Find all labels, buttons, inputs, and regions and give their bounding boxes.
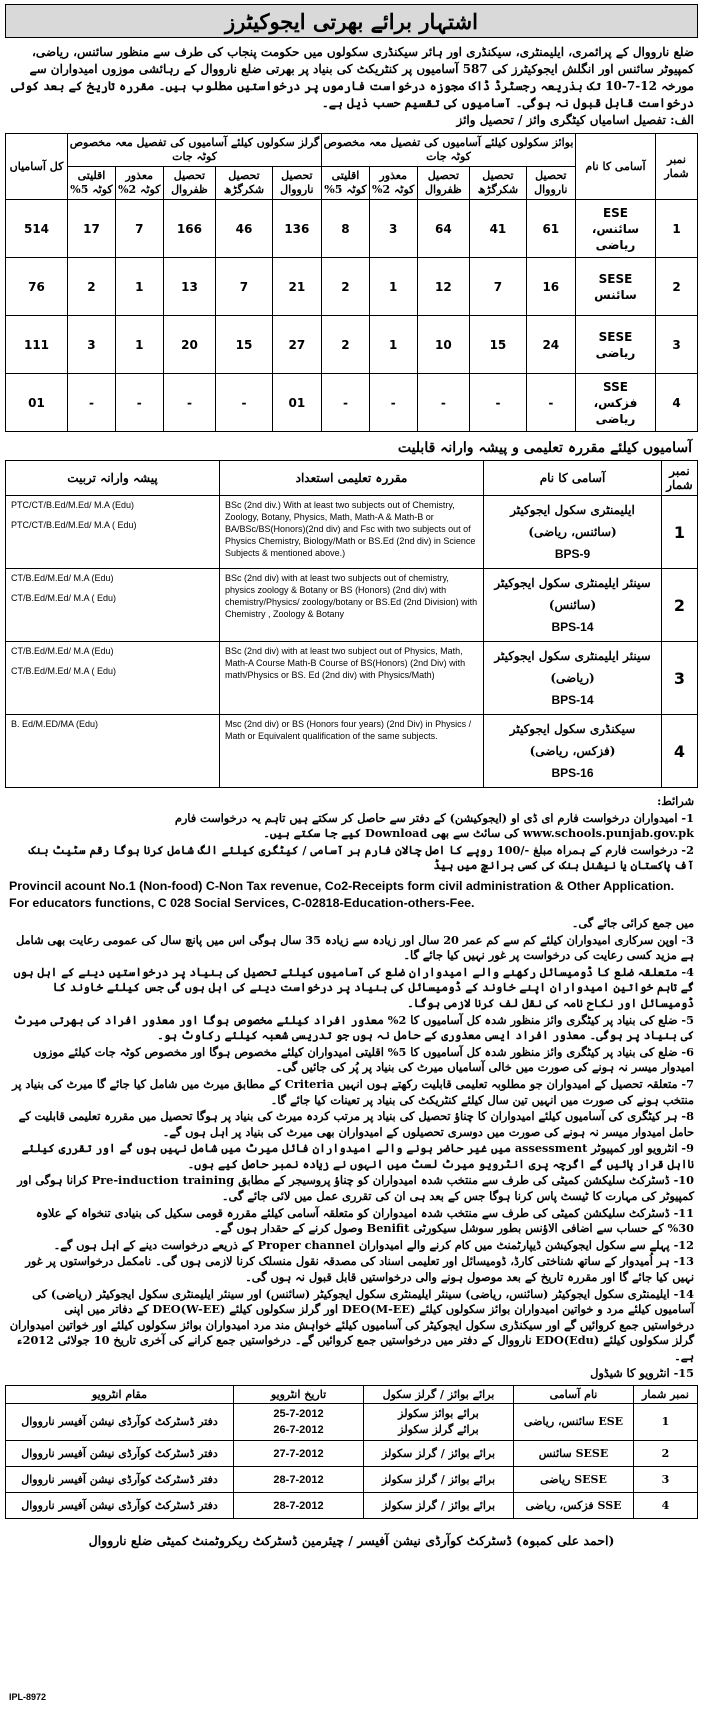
serial-cell: 1 — [656, 200, 698, 258]
count-cell: 17 — [68, 200, 116, 258]
header-tehsil-narowal: تحصیل نارووال — [526, 167, 575, 200]
school-cell — [364, 1404, 514, 1441]
advertisement-page — [5, 4, 698, 1704]
total-cell: 76 — [6, 258, 68, 316]
header-girls-group: گرلز سکولوں کیلئے آسامیوں کی تفصیل معہ مخصوص کوٹہ جات — [68, 134, 322, 167]
condition-item: 7- متعلقہ تحصیل کے امیدواران جو مطلوبہ تعلیمی قابلیت رکھتے ہوں انہیں Criteria کے مطابق میرٹ میں شامل کیا جائے گا میرٹ کی بنیاد پر منتخب ہونے کی صورت میں انہیں تین سال کیلئے کنٹریکٹ کی بنیاد پر تعینات کیا جائے گا۔ — [12, 1076, 694, 1107]
count-cell: - — [470, 374, 526, 432]
serial-cell: 2 — [634, 1441, 698, 1467]
condition-item: 9- انٹرویو اور کمپیوٹر assessment میں غیر حاضر ہونے والے امیدواران فائل میرٹ میں شامل نہیں ہوں گے اور تقرری کیلئے نااہل قرار پائیں گے اگرچہ پری انٹرویو میرٹ لسٹ میں انہوں نے زیادہ نمبر حاصل کیے ہوں۔ — [21, 1141, 694, 1171]
count-cell: 2 — [68, 258, 116, 316]
place-cell: دفتر ڈسٹرکٹ کوآرڈی نیشن آفیسر نارووال — [6, 1467, 234, 1493]
post-name: سیکنڈری سکول ایجوکیٹر (فزکس، ریاضی) — [509, 722, 636, 758]
count-cell: 27 — [272, 316, 321, 374]
place-cell: دفتر ڈسٹرکٹ کوآرڈی نیشن آفیسر نارووال — [6, 1404, 234, 1441]
vacancy-table — [5, 133, 698, 432]
header-academic: مقررہ تعلیمی استعداد — [220, 461, 484, 496]
post-code: SSE — [603, 379, 628, 394]
condition-item: 4- متعلقہ ضلع کا ڈومیسائل رکھنے والے امیدواران ضلع کی آسامیوں کیلئے تحصیل کی بنیاد پر درخواستیں دینے کے اہل ہوں گے تاہم خواتین امیدواران اپنے خاوند کے ڈومیسائل کی بنیاد پر درخواست دینے کی اہل ہوں گی جس کیلئے خاوند کا ڈومیسائل اور نکاح نامہ کی نقل لف کرنا لازمی ہوگا۔ — [13, 964, 694, 1010]
post-cell — [576, 374, 656, 432]
count-cell: - — [369, 374, 417, 432]
post-subject: ریاضی — [595, 345, 636, 360]
condition-item: 2- درخواست فارم کے ہمراہ مبلغ -/100 روپے کا اصل چالان فارم ہر آسامی / کیٹگری کیلئے الگ شامل کرنا ہوگا رقم سٹیٹ بنک آف پاکستان یا نیشنل بنک کی کسی برانچ میں ہیڈ — [28, 842, 694, 873]
count-cell: 20 — [163, 316, 216, 374]
place-cell: دفتر ڈسٹرکٹ کوآرڈی نیشن آفیسر نارووال — [6, 1493, 234, 1519]
condition-item: 12- پہلے سے سکول ایجوکیشن ڈیپارٹمنٹ میں کام کرنے والے امیدواران Proper channel کے ذریعے درخواست دینے کے اہل ہوں گے۔ — [53, 1237, 694, 1252]
serial-cell: 2 — [662, 569, 698, 642]
header-tehsil-zafarwal: تحصیل ظفروال — [163, 167, 216, 200]
table-row — [6, 1493, 698, 1519]
header-tehsil-shakargarh: تحصیل شکرگڑھ — [216, 167, 272, 200]
post-code: SESE — [598, 271, 633, 286]
header-serial: نمبر شمار — [662, 461, 698, 496]
header-disabled-quota: معذور کوٹہ 2% — [115, 167, 163, 200]
bank-account-text: Provincil acount No.1 (Non-food) C-Non Tax revenue, Co2-Receipts form civil administration & Other Application. For educators functions, C 028 Social Services, C-02818-Education-others-Fee. — [9, 878, 675, 910]
serial-cell: 4 — [656, 374, 698, 432]
condition-item: 14- ایلیمنٹری سکول ایجوکیٹر (سائنس، ریاضی) سینئر ایلیمنٹری سکول ایجوکیٹر (سائنس) اور سینئر ایلیمنٹری سکول ایجوکیٹر (ریاضی) کی آسامیوں کیلئے مرد و خواتین امیدواران بوائز سکولوں کیلئے DEO(M-EE) اور گرلز سکولوں کیلئے DEO(W-EE) کے دفاتر میں اپنی درخواستیں جمع کروائیں گے اور سیکنڈری سکول ایجوکیٹر کی آسامیوں کیلئے خواہش مند مرد امیدواران بوائز سکولوں کیلئے اور خواتین امیدواران گرلز سکولوں کیلئے EDO(Edu) نارووال کے دفتر میں درخواستیں جمع کروائیں گے۔ درخواستیں جمع کرانے کی آخری تاریخ 10 جولائی 2012ء ہے۔ — [9, 1286, 694, 1363]
count-cell: 136 — [272, 200, 321, 258]
table-row — [6, 715, 698, 788]
header-disabled-quota: معذور کوٹہ 2% — [369, 167, 417, 200]
post-name: سینئر ایلیمنٹری سکول ایجوکیٹر (سائنس) — [494, 576, 651, 612]
header-boys-group: بوائز سکولوں کیلئے آسامیوں کی تفصیل معہ مخصوص کوٹہ جات — [322, 134, 576, 167]
place-cell: دفتر ڈسٹرکٹ کوآرڈی نیشن آفیسر نارووال — [6, 1441, 234, 1467]
table-row — [6, 496, 698, 569]
count-cell: - — [417, 374, 470, 432]
professional-item: CT/B.Ed/M.Ed/ M.A ( Edu) — [11, 666, 117, 676]
count-cell: 13 — [163, 258, 216, 316]
post-cell — [484, 715, 662, 788]
table-row — [6, 1441, 698, 1467]
table-row — [6, 642, 698, 715]
professional-item: CT/B.Ed/M.Ed/ M.A (Edu) — [11, 573, 114, 583]
interview-date: 25-7-2012 — [273, 1408, 324, 1421]
post-name: سینئر ایلیمنٹری سکول ایجوکیٹر (ریاضی) — [494, 649, 651, 685]
conditions-heading: شرائط: — [657, 794, 694, 808]
count-cell: 1 — [369, 316, 417, 374]
post-cell: ESE سائنس، ریاضی — [514, 1404, 634, 1441]
count-cell: - — [322, 374, 370, 432]
serial-cell: 3 — [656, 316, 698, 374]
school-cell: برائے بوائز / گرلز سکولز — [364, 1441, 514, 1467]
post-cell — [484, 569, 662, 642]
post-subject: سائنس، ریاضی — [591, 221, 640, 252]
professional-cell — [6, 642, 220, 715]
serial-cell: 1 — [634, 1404, 698, 1441]
header-post: آسامی کا نام — [576, 134, 656, 200]
intro-text — [5, 38, 698, 131]
intro-subheading: الف: تفصیل اسامیاں کیٹگری وائز / تحصیل وائز — [456, 113, 694, 127]
post-subject: سائنس — [594, 287, 637, 302]
count-cell: 21 — [272, 258, 321, 316]
header-school: برائے بوائز / گرلز سکول — [364, 1386, 514, 1404]
academic-cell: BSc (2nd div) with at least two subject out of Physics, Math, Math-A Course Math-B Course of BS(Honors) (2nd Div) with math/Physics or BS. Ed (2nd div) with Physics/Math) — [220, 642, 484, 715]
school-cell: برائے بوائز / گرلز سکولز — [364, 1467, 514, 1493]
post-cell: SSE فزکس، ریاضی — [514, 1493, 634, 1519]
table-row — [6, 1404, 698, 1441]
header-serial: نمبر شمار — [656, 134, 698, 200]
header-post: نام آسامی — [514, 1386, 634, 1404]
professional-item: B. Ed/M.ED/MA (Edu) — [11, 719, 99, 729]
table-row — [6, 374, 698, 432]
header-tehsil-shakargarh: تحصیل شکرگڑھ — [470, 167, 526, 200]
count-cell: 166 — [163, 200, 216, 258]
school-type: برائے گرلز سکولز — [398, 1423, 479, 1437]
school-cell: برائے بوائز / گرلز سکولز — [364, 1493, 514, 1519]
count-cell: - — [163, 374, 216, 432]
count-cell: 2 — [322, 316, 370, 374]
serial-cell: 3 — [662, 642, 698, 715]
count-cell: 15 — [216, 316, 272, 374]
count-cell: 1 — [115, 316, 163, 374]
condition-item: 3- اوپن سرکاری امیدواران کیلئے کم سے کم عمر 20 سال اور زیادہ سے زیادہ 35 سال ہوگی اس میں پانچ سال کی عمومی رعایت بھی شامل ہے مزید کسی رعایت کی درخواست پر غور نہیں کیا جائے گا۔ — [15, 932, 694, 963]
post-cell — [576, 316, 656, 374]
condition-item: 11- ڈسٹرکٹ سلیکشن کمیٹی کی طرف سے منتخب شدہ امیدواران کو متعلقہ آسامی کیلئے مقررہ قومی سکیل کی بنیادی تنخواہ کے علاوہ 30% کے حساب سے اضافی الاؤنس بطور سوشل سیکورٹی Benifit وصول کرنے کے حقدار ہوں گے۔ — [35, 1205, 694, 1236]
count-cell: 64 — [417, 200, 470, 258]
qualification-table — [5, 460, 698, 788]
count-cell: 24 — [526, 316, 575, 374]
count-cell: 61 — [526, 200, 575, 258]
total-cell: 111 — [6, 316, 68, 374]
post-name: ایلیمنٹری سکول ایجوکیٹر (سائنس، ریاضی) — [510, 503, 635, 539]
serial-cell: 2 — [656, 258, 698, 316]
professional-item: PTC/CT/B.Ed/M.Ed/ M.A ( Edu) — [11, 520, 137, 530]
count-cell: 01 — [272, 374, 321, 432]
academic-cell: BSc (2nd div.) With at least two subjects out of Chemistry, Zoology, Botany, Physics, Math, Math-A & Math-B or BA/BSc/BS(Honors)(2nd div) and Fsc with two subjects out of Physics Chemistry, Biology/Math or BS.Ed (2nd div) in Science Subjects & mentioned above.) — [220, 496, 484, 569]
post-cell — [484, 496, 662, 569]
count-cell: 41 — [470, 200, 526, 258]
bps-grade: BPS-9 — [554, 547, 591, 561]
bps-grade: BPS-14 — [551, 620, 594, 634]
count-cell: - — [115, 374, 163, 432]
condition-item: 15- انٹرویو کا شیڈول — [590, 1365, 694, 1380]
professional-item: CT/B.Ed/M.Ed/ M.A (Edu) — [11, 646, 114, 656]
header-professional: پیشہ وارانہ تربیت — [6, 461, 220, 496]
bps-grade: BPS-16 — [551, 766, 594, 780]
conditions-section — [5, 788, 698, 1381]
count-cell: 16 — [526, 258, 575, 316]
ipl-code: IPL-8972 — [9, 1692, 47, 1702]
date-cell: 28-7-2012 — [234, 1493, 364, 1519]
count-cell: 12 — [417, 258, 470, 316]
date-cell — [234, 1404, 364, 1441]
professional-item: CT/B.Ed/M.Ed/ M.A ( Edu) — [11, 593, 117, 603]
post-cell: SESE سائنس — [514, 1441, 634, 1467]
count-cell: 3 — [68, 316, 116, 374]
count-cell: - — [526, 374, 575, 432]
count-cell: - — [216, 374, 272, 432]
header-date: تاریخ انٹرویو — [234, 1386, 364, 1404]
header-minority-quota: اقلیتی کوٹہ 5% — [68, 167, 116, 200]
table-row — [6, 200, 698, 258]
count-cell: 7 — [470, 258, 526, 316]
count-cell: - — [68, 374, 116, 432]
count-cell: 7 — [216, 258, 272, 316]
condition-item: 8- ہر کیٹگری کی آسامیوں کیلئے امیدواران کا چناؤ تحصیل کی بنیاد پر مرتب کردہ میرٹ کی بنیاد پر ہوگا تحصیل میں مقررہ تعلیمی قابلیت کے حامل امیدوار میسر نہ ہونے کی صورت میں دوسری تحصیلوں کے امیدواران بھی میرٹ کی بنیاد پر اہل ہوں گے۔ — [18, 1109, 694, 1139]
intro-paragraph: ضلع نارووال کے پرائمری، ایلیمنٹری، سیکنڈری اور ہائر سیکنڈری سکولوں میں حکومت پنجاب کی طرف سے منظور سائنس، ریاضی، کمپیوٹر سائنس اور انگلش ایجوکیٹرز کی 587 آسامیوں پر کنٹریکٹ کی بنیاد پر بھرتی ضلع نارووال کے رہائشی موزوں امیدواران سے مورخہ 12-7-10 تک بذریعہ رجسٹرڈ ڈاک مجوزہ درخواست فارموں پر درخواستیں مطلوب ہیں۔ مقررہ تاریخ کے بعد کوئی درخواست قابل قبول نہ ہوگی۔ آسامیوں کی تقسیم حسب ذیل ہے۔ — [11, 45, 694, 110]
serial-cell: 4 — [662, 715, 698, 788]
professional-cell — [6, 715, 220, 788]
table-row — [6, 258, 698, 316]
count-cell: 15 — [470, 316, 526, 374]
condition-item: 10- ڈسٹرکٹ سلیکشن کمیٹی کی طرف سے منتخب شدہ امیدواران کو چناؤ پروسیجر کے مطابق Pre-induction training کرانا ہوگی اور کمپیوٹر کی مہارت کا ٹیسٹ پاس کرنا ہوگا جس کے بعد ہی ان کی تقرری عمل میں لائی جائے گی۔ — [17, 1173, 694, 1204]
qualification-title: آسامیوں کیلئے مقررہ تعلیمی و پیشہ وارانہ قابلیت — [397, 440, 692, 456]
interview-table — [5, 1385, 698, 1519]
total-cell: 01 — [6, 374, 68, 432]
academic-cell: BSc (2nd div) with at least two subjects out of chemistry, physics zoology & Botany or BS (Honors) (2nd div) with chemistry/Physics/ zoology/botany or BS.Ed (2nd Division) with Chemistry , Zoology & Botany — [220, 569, 484, 642]
academic-cell: Msc (2nd div) or BS (Honors four years) (2nd Div) in Physics / Math or Equivalent qualification of the same subjects. — [220, 715, 484, 788]
bps-grade: BPS-14 — [551, 693, 594, 707]
post-code: SESE — [598, 329, 633, 344]
condition-item: 13- ہر اُمیدوار کے ساتھ شناختی کارڈ، ڈومیسائل اور تعلیمی اسناد کی مصدقہ نقول منسلک کرنا لازمی ہوں گی۔ نامکمل درخواستوں پر غور نہیں کیا جائے گا اور مقررہ تاریخ کے بعد موصول ہونے والی درخواستیں قابل قبول نہ ہوں گی۔ — [25, 1254, 694, 1285]
count-cell: 8 — [322, 200, 370, 258]
condition-item: 1- امیدواران درخواست فارم ای ڈی او (ایجوکیشن) کے دفتر سے حاصل کر سکتے ہیں تاہم یہ درخواست فارم www.schools.punjab.gov.pk کی سائٹ سے بھی Download کیے جا سکتے ہیں۔ — [174, 810, 694, 841]
total-cell: 514 — [6, 200, 68, 258]
table-row — [6, 316, 698, 374]
count-cell: 46 — [216, 200, 272, 258]
header-minority-quota: اقلیتی کوٹہ 5% — [322, 167, 370, 200]
post-subject: فزکس، ریاضی — [593, 395, 638, 426]
professional-cell — [6, 569, 220, 642]
header-tehsil-zafarwal: تحصیل ظفروال — [417, 167, 470, 200]
post-cell — [484, 642, 662, 715]
count-cell: 10 — [417, 316, 470, 374]
interview-date: 26-7-2012 — [273, 1424, 324, 1437]
table-row — [6, 1467, 698, 1493]
condition-item: 6- ضلع کی بنیاد پر کیٹگری وائز منظور شدہ کل آسامیوں کا 5% اقلیتی امیدواران کیلئے مخصوص ہوگا اور مخصوص کوٹہ جات کیلئے موزوں امیدوار میسر نہ ہونے کی صورت میں خالی آسامیاں میرٹ کی بنیاد پر پُر کی جائیں گی۔ — [33, 1044, 694, 1075]
count-cell: 1 — [115, 258, 163, 316]
serial-cell: 4 — [634, 1493, 698, 1519]
condition-item: 5- ضلع کی بنیاد پر کیٹگری وائز منظور شدہ کل آسامیوں کا 2% معذور افراد کیلئے مخصوص ہوگا اور معذور افراد کی بھرتی میرٹ کی بنیاد پر ہوگی۔ معذور افراد ایسی معذوری کے حامل نہ ہوں جو تدریسی شعبہ کیلئے رکاوٹ ہو۔ — [13, 1012, 694, 1043]
post-cell — [576, 200, 656, 258]
header-post: آسامی کا نام — [484, 461, 662, 496]
signature-line: (احمد علی کمبوہ) ڈسٹرکٹ کوآرڈی نیشن آفیسر / چیئرمین ڈسٹرکٹ ریکروٹمنٹ کمیٹی ضلع نارووال — [88, 1533, 615, 1549]
condition-item: میں جمع کرائی جائے گی۔ — [571, 915, 694, 930]
school-type: برائے بوائز سکولز — [398, 1407, 479, 1421]
header-serial: نمبر شمار — [634, 1386, 698, 1404]
professional-item: PTC/CT/B.Ed/M.Ed/ M.A (Edu) — [11, 500, 135, 510]
post-cell — [576, 258, 656, 316]
post-cell: SESE ریاضی — [514, 1467, 634, 1493]
page-title: اشتہار برائے بھرتی ایجوکیٹرز — [5, 4, 698, 38]
serial-cell: 1 — [662, 496, 698, 569]
date-cell: 27-7-2012 — [234, 1441, 364, 1467]
professional-cell — [6, 496, 220, 569]
header-tehsil-narowal: تحصیل نارووال — [272, 167, 321, 200]
serial-cell: 3 — [634, 1467, 698, 1493]
header-total: کل آسامیاں — [6, 134, 68, 200]
header-place: مقام انٹرویو — [6, 1386, 234, 1404]
count-cell: 7 — [115, 200, 163, 258]
count-cell: 1 — [369, 258, 417, 316]
date-cell: 28-7-2012 — [234, 1467, 364, 1493]
count-cell: 3 — [369, 200, 417, 258]
count-cell: 2 — [322, 258, 370, 316]
post-code: ESE — [602, 205, 629, 220]
table-row — [6, 569, 698, 642]
